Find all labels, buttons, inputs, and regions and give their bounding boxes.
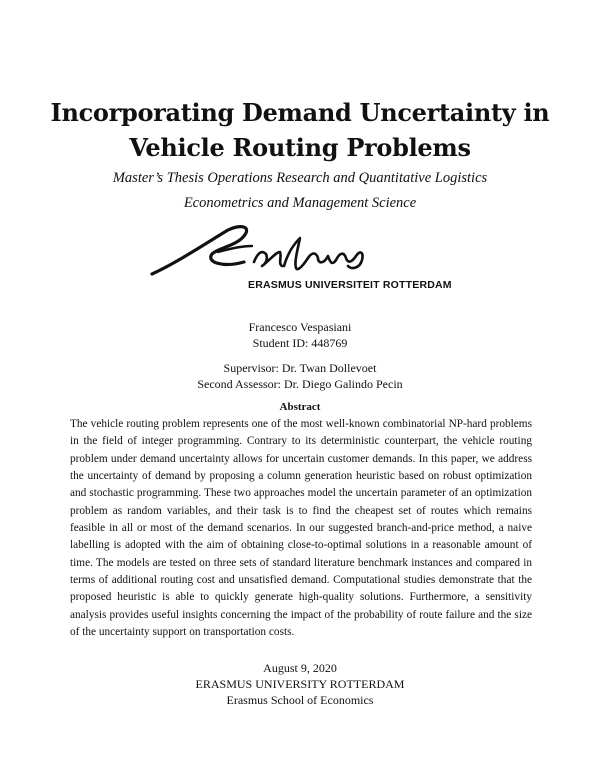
erasmus-logo — [148, 222, 458, 294]
school-name: Erasmus School of Economics — [226, 693, 374, 707]
second-assessor: Second Assessor: Dr. Diego Galindo Pecin — [197, 377, 403, 391]
paper-subtitle — [40, 166, 560, 216]
student-id: Student ID: 448769 — [252, 336, 348, 350]
abstract-text: The vehicle routing problem represents one of the most well-known combinatorial NP-hard problems in the field of integer programming. Contrary to its deterministic counterpart, the vehicle routing problem under demand uncertainty allows for uncertain customer demands. In this paper, we address the uncertainty of demand by proposing a column generation heuristic based on robust optimization and stochastic programming. These two approaches model the uncertain parameter of an optimization problem as random variables, and their task is to find the cheapest set of routes which remains feasible in all or most of the demand scenarios. In our suggested branch-and-price method, a naive labelling is adopted with the aim of obtaining close-to-optimal solutions in a reasonable amount of time. The models are tested on three sets of standard literature benchmark instances and compared in terms of additional routing cost and unsatisfied demand. Computational studies demonstrate that the proposed heuristic is able to quickly generate high-quality solutions. Furthermore, a sensitivity analysis provides useful insights concerning the impact of the probability of route failure and the size of the uncertainty support on transportation costs. — [70, 418, 532, 639]
author-block — [150, 319, 450, 392]
title-line-2: Vehicle Routing Problems — [129, 133, 471, 162]
university-name: ERASMUS UNIVERSITY ROTTERDAM — [195, 677, 405, 691]
spacer — [150, 351, 450, 360]
paper-title — [40, 95, 560, 165]
logo-university-name: ERASMUS UNIVERSITEIT ROTTERDAM — [248, 279, 452, 291]
footer-block — [150, 660, 450, 708]
supervisor: Supervisor: Dr. Twan Dollevoet — [223, 361, 377, 375]
title-line-1: Incorporating Demand Uncertainty in — [50, 98, 550, 127]
subtitle-line-1: Master’s Thesis Operations Research and Quantitative Logistics — [112, 170, 488, 186]
submission-date: August 9, 2020 — [263, 661, 337, 675]
author-name: Francesco Vespasiani — [248, 320, 352, 334]
abstract-heading: Abstract — [279, 401, 321, 413]
erasmus-signature-icon — [148, 222, 458, 282]
subtitle-line-2: Econometrics and Management Science — [183, 195, 417, 211]
